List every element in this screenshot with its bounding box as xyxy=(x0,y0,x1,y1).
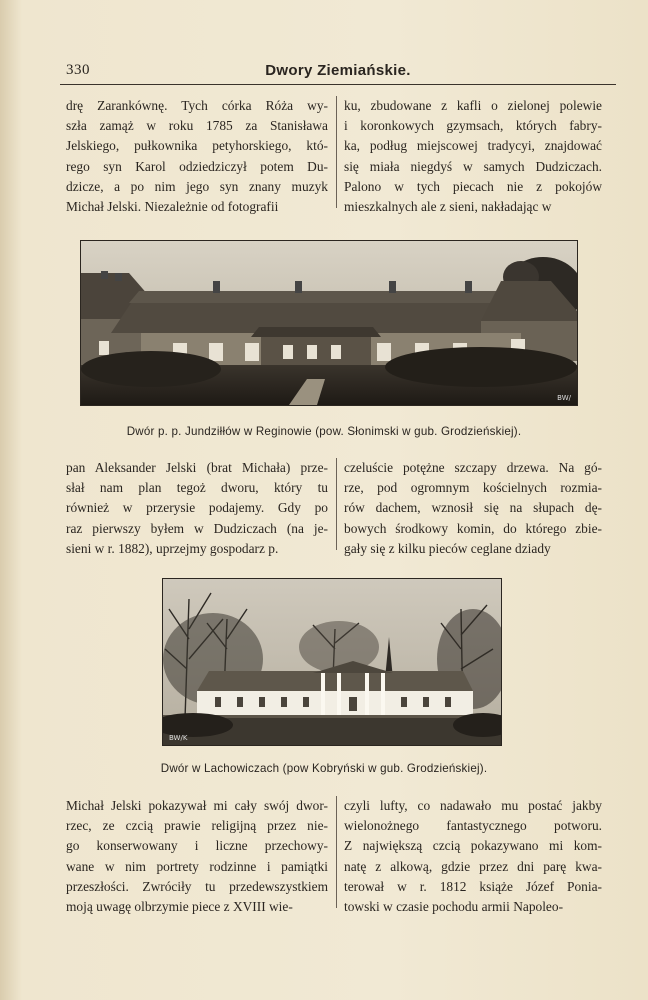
text-line: rze, pod ogromnym kościelnych rozmia- xyxy=(344,480,602,496)
text-line: sieni w r. 1882), uprzejmy gospodarz p. xyxy=(66,540,279,556)
header-rule xyxy=(60,84,616,85)
text-line: Michał Jelski. Niezależnie od fotografii xyxy=(66,199,279,215)
running-title: Dwory Ziemiańskie. xyxy=(265,62,411,79)
text-line: słał nam plan tegoż dworu, który tu xyxy=(66,480,328,496)
text-line: przeszłości. Zwróciły tu przedewszystkiem xyxy=(66,878,328,894)
text-line: rzec, ze czcią prawie religijną przez nie- xyxy=(66,818,328,834)
text-line: również w przerysie podajemy. Gdy po xyxy=(66,500,328,516)
text-line: terował w r. 1812 książe Józef Ponia- xyxy=(344,878,602,894)
text-line: Z największą czcią pokazywano mi kom- xyxy=(344,838,602,854)
photo1-caption: Dwór p. p. Jundziłłów w Reginowie (pow. Słonimski w gub. Grodzieńskiej). xyxy=(126,425,522,438)
column-divider xyxy=(336,458,337,550)
text-line: wielonożnego fantastycznego potworu. xyxy=(344,818,602,834)
photo-signature: BW/ xyxy=(557,394,571,402)
text-line: dzicze, a po nim jego syn znany muzyk xyxy=(66,178,328,194)
text-line: ku, zbudowane z kafli o zielonej polewie xyxy=(344,98,602,113)
text-line: go konserwowany i liczne przechowy- xyxy=(66,838,328,854)
section3-left-column xyxy=(66,796,328,917)
text-line: wane w nim portrety rodzinne i pamiątki xyxy=(66,858,328,874)
text-line: bowych środkowy komin, do którego zbie- xyxy=(344,520,602,536)
section1-right-column xyxy=(344,96,602,217)
text-line: raz pierwszy byłem w Dudziczach (na je- xyxy=(66,520,328,536)
text-line: ka, podług miejscowej tradycyi, znajdować xyxy=(344,138,602,154)
section2-left-column xyxy=(66,458,328,559)
text-line: rego syn Karol odziedziczył potem Du- xyxy=(66,158,328,174)
text-line: towski w czasie pochodu armii Napoleo- xyxy=(344,899,564,915)
text-line: moją uwagę olbrzymie piece z XVIII wie- xyxy=(66,899,293,915)
text-line: i koronkowych gzymsach, których fabry- xyxy=(344,118,602,134)
section3-right-column xyxy=(344,796,602,917)
section2-right-column xyxy=(344,458,602,559)
text-line: czeluście potężne szczapy drzewa. Na gó- xyxy=(344,460,602,475)
column-divider xyxy=(336,96,337,208)
text-line: czyli lufty, co nadawało mu postać jakby xyxy=(344,798,602,813)
photo-lachowicze-manor xyxy=(162,578,502,746)
page-header xyxy=(62,62,614,84)
section1-left-column xyxy=(66,96,328,217)
text-line: pan Aleksander Jelski (brat Michała) prze- xyxy=(66,460,328,475)
text-line: Michał Jelski pokazywał mi cały swój dwor- xyxy=(66,798,328,813)
text-line: drę Zarankównę. Tych córka Róża wy- xyxy=(66,98,328,113)
photo-reginowo-manor xyxy=(80,240,578,406)
text-line: natę z alkową, gdzie przez dni parę kwa- xyxy=(344,858,602,874)
photo2-caption: Dwór w Lachowiczach (pow Kobryński w gub. Grodzieńskiej). xyxy=(160,762,488,775)
text-line: szła zamąż w roku 1785 za Stanisława xyxy=(66,118,328,134)
photo-signature: BW/K xyxy=(169,734,188,742)
text-line: Jelskiego, pułkownika petyhorskiego, któ- xyxy=(66,138,328,154)
page-number: 330 xyxy=(66,62,90,78)
text-line: gały się z kilku pieców ceglane dziady xyxy=(344,540,551,556)
text-line: rów dachem, wznosił się na słupach dę- xyxy=(344,500,602,516)
text-line: mieszkalnych ale z sieni, nakładając w xyxy=(344,199,552,215)
column-divider xyxy=(336,796,337,908)
text-line: się miała niegdyś w samych Dudziczach. xyxy=(344,158,602,174)
text-line: Palono w tych piecach nie z pokojów xyxy=(344,178,602,194)
